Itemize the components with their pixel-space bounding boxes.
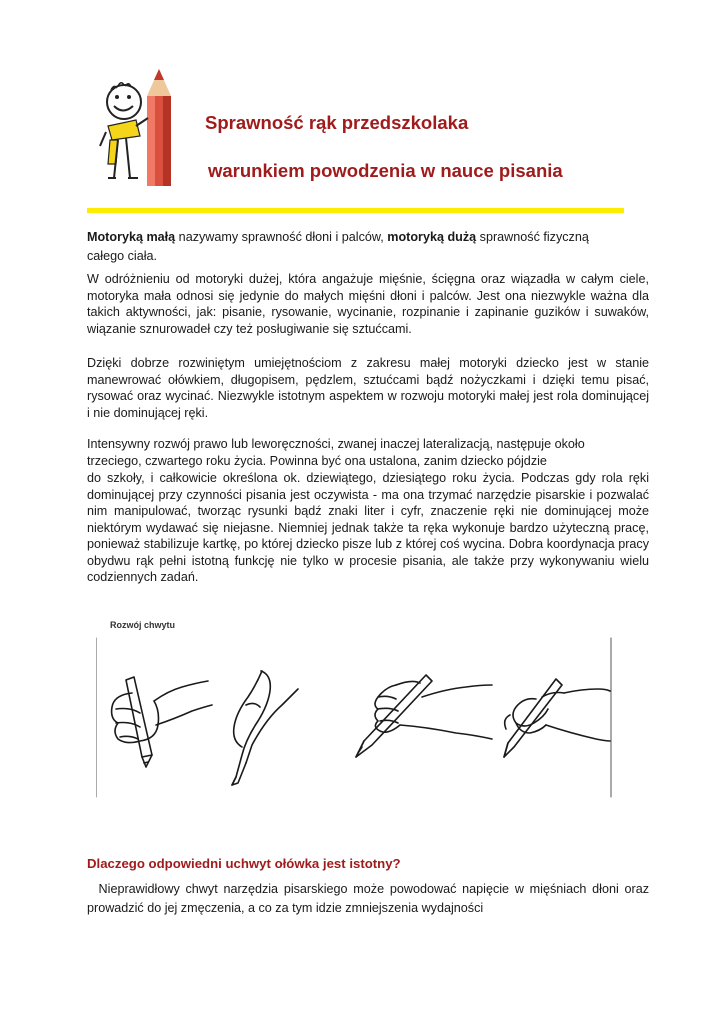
term-fine-motor: Motoryką małą xyxy=(87,230,176,244)
paragraph-2-text: Dzięki dobrze rozwiniętym umiejętnościom z zakresu małej motoryki dziecko jest w stanie manewrować ołówkiem, długopisem, pędzlem, sztućcami bądź nożyczkami i dzięki temu pisać, rysować oraz wycinać. Niezwykle istotnym aspektem w rozwoju motoryki małej jest rola dominującej i nie dominującej ręki. xyxy=(87,356,649,420)
paragraph-3-line-2: trzeciego, czwartego roku życia. Powinna być ona ustalona, zanim dziecko pójdzie xyxy=(87,454,547,468)
grip-development-figure xyxy=(96,635,616,800)
paragraph-3 xyxy=(87,435,649,586)
figure-caption: Rozwój chwytu xyxy=(110,620,175,630)
section-heading: Dlaczego odpowiedni uchwyt ołówka jest istotny? xyxy=(87,856,401,871)
four-finger-grip-icon xyxy=(356,675,492,757)
intro-paragraph xyxy=(87,228,649,266)
intro-text-2: sprawność fizyczną xyxy=(476,230,589,244)
page-subtitle: warunkiem powodzenia w nauce pisania xyxy=(208,160,563,181)
paragraph-3-line-1: Intensywny rozwój prawo lub leworęczności, zwanej inaczej lateralizacją, następuje około xyxy=(87,437,585,451)
term-gross-motor: motoryką dużą xyxy=(387,230,477,244)
paragraph-1 xyxy=(87,271,649,337)
tripod-grip-icon xyxy=(504,679,610,757)
paragraph-1-text: W odróżnieniu od motoryki dużej, która angażuje mięśnie, ścięgna oraz wiązadła w całym ciele, motoryka mała odnosi się jedynie do małych mięśni dłoni i palców. Jest ona niezwykle ważna dla takich aktywności, jak: pisanie, rysowanie, wycinanie, rozpinanie i zapinanie guzików i suwaków, wiązanie sznurowadeł czy też posługiwanie się sztućcami. xyxy=(87,272,649,336)
paragraph-2 xyxy=(87,355,649,421)
paragraph-4-text: Nieprawidłowy chwyt narzędzia pisarskiego może powodować napięcie w mięśniach dłoni oraz prowadzić do jej zmęczenia, a co za tym idzie zmniejszenia wydajności xyxy=(87,882,653,915)
page-title: Sprawność rąk przedszkolaka xyxy=(205,112,469,133)
paragraph-3-rest: do szkoły, i całkowicie określona ok. dziewiątego, dziesiątego roku życia. Podczas gdy rola ręki dominującej przy czynności pisania jest oczywista - ma ona trzymać narzędzie pisarskie i pozwalać nim manipulować, tworząc rysunki bądź znaki liter i cyfr, znaczenie ręki nie dominującej może niektórym wydawać się niejasne. Niemniej jednak także ta ręka wykonuje bardzo użyteczną pracę, ponieważ stabilizuje kartkę, po której dziecko pisze lub z której coś wycina. Dobra koordynacja pracy obydwu rąk pełni istotną funkcję nie tylko w procesie pisania, ale także przy wykonywaniu wielu codziennych zadań. xyxy=(87,471,649,584)
pencil-mascot-icon xyxy=(96,66,196,188)
header-divider xyxy=(87,208,624,213)
intro-line-2: całego ciała. xyxy=(87,249,158,263)
paragraph-4 xyxy=(87,880,653,918)
intro-text-1: nazywamy sprawność dłoni i palców, xyxy=(175,230,388,244)
finger-grip-icon xyxy=(232,671,298,785)
fist-grip-icon xyxy=(112,677,212,767)
